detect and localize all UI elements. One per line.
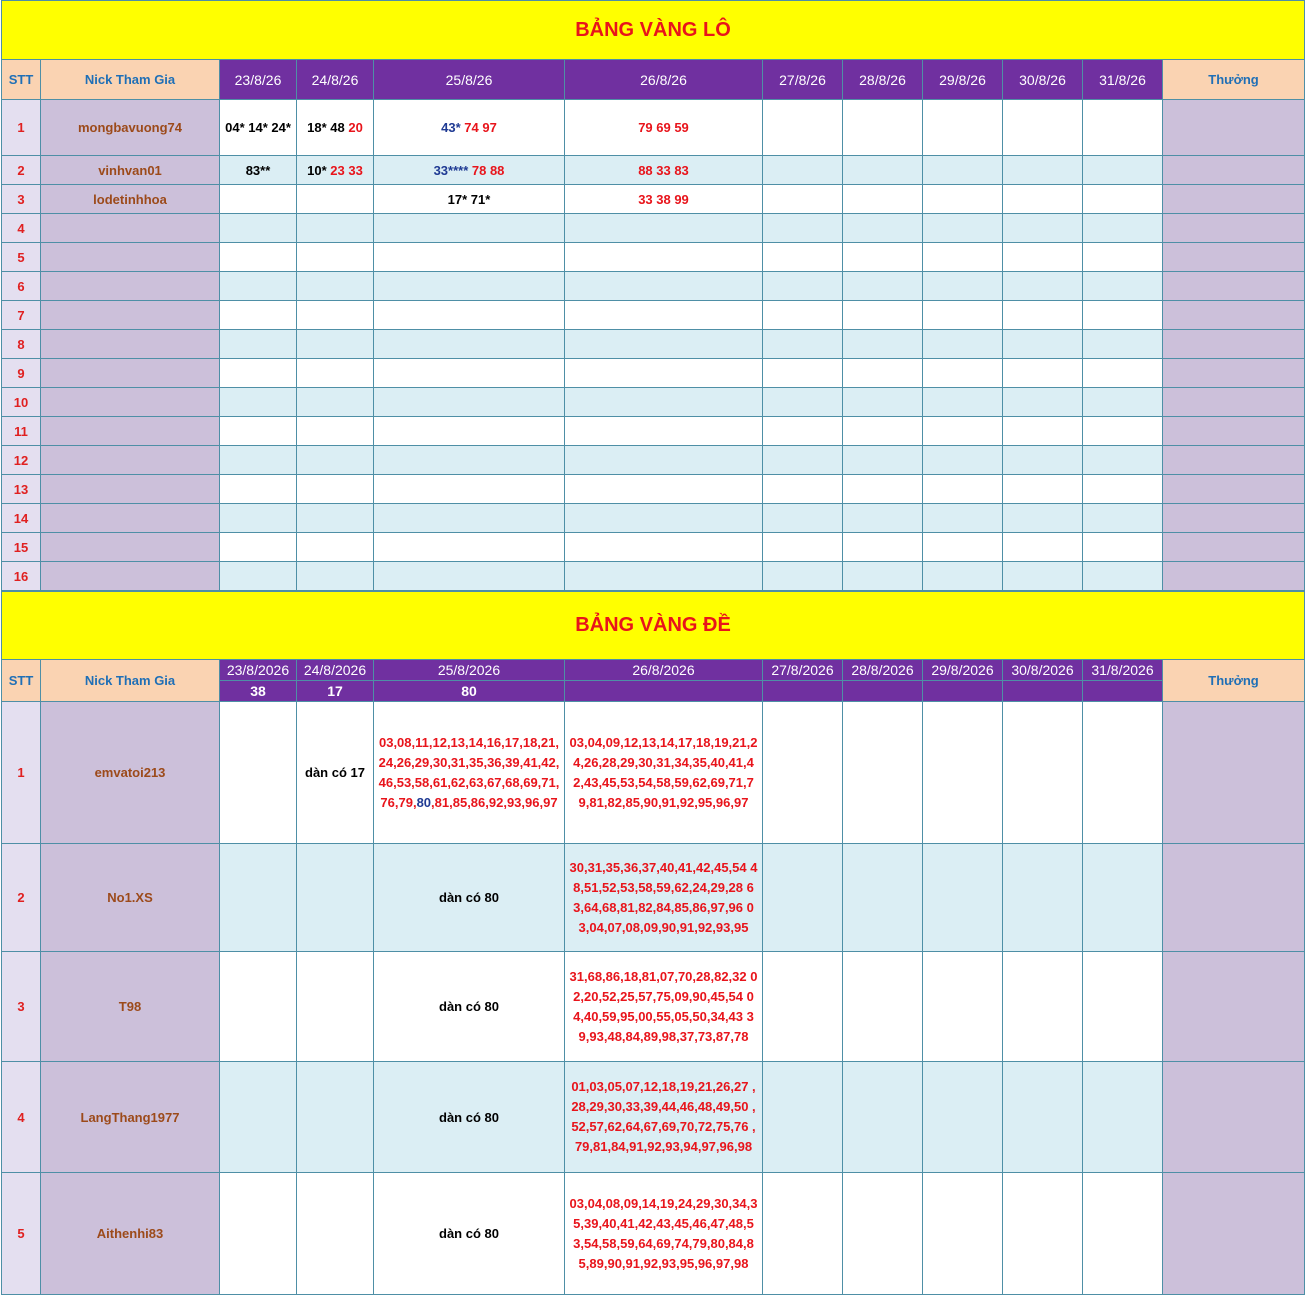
de-result-1: 38 [220,681,297,702]
de-stt: 3 [2,952,41,1062]
lo-reward [1163,243,1305,272]
lo-cell [763,301,843,330]
lo-header-nick: Nick Tham Gia [41,60,220,100]
lo-reward [1163,330,1305,359]
lo-cell [374,533,565,562]
lo-cell [297,272,374,301]
lo-cell [1083,417,1163,446]
lo-header-date-6: 28/8/26 [843,60,923,100]
de-reward [1163,1173,1305,1295]
lo-cell [220,446,297,475]
lo-cell [1003,243,1083,272]
lo-reward [1163,388,1305,417]
lo-cell [374,417,565,446]
de-header-stt: STT [2,660,41,702]
de-header-date-2: 24/8/2026 [297,660,374,681]
lo-cell [763,562,843,591]
lo-cell [374,388,565,417]
lo-cell [565,243,763,272]
lo-stt: 14 [2,504,41,533]
lo-cell [220,388,297,417]
lo-cell [763,272,843,301]
lo-row [2,475,1305,504]
lo-cell [220,417,297,446]
lo-header-date-1: 23/8/26 [220,60,297,100]
lo-cell [843,388,923,417]
lo-cell [1003,446,1083,475]
lo-cell-part: 18* 48 [307,120,349,135]
lo-cell [1083,533,1163,562]
de-row [2,952,1305,1062]
lo-nick [41,359,220,388]
lo-cell [297,504,374,533]
lo-cell [763,214,843,243]
lo-nick [41,475,220,504]
lo-reward [1163,533,1305,562]
lo-cell [1003,272,1083,301]
lo-cell [374,359,565,388]
lo-header-reward: Thưởng [1163,60,1305,100]
de-row [2,1173,1305,1295]
lo-cell [374,100,565,156]
de-header-date-4: 26/8/2026 [565,660,763,681]
lo-nick: mongbavuong74 [41,100,220,156]
lo-cell [297,214,374,243]
lo-stt: 16 [2,562,41,591]
lo-row [2,562,1305,591]
lo-cell [763,504,843,533]
de-result-9 [1083,681,1163,702]
lo-header-stt: STT [2,60,41,100]
lo-cell [374,446,565,475]
de-cell: 30,31,35,36,37,40,41,42,45,54 48,51,52,53,58,59,62,24,29,28 63,64,68,81,82,84,85,86,97,96 03,04,07,08,09,90,91,92,93,95 [565,844,763,952]
de-table [1,591,1305,1295]
lo-cell [297,156,374,185]
lo-cell-part: 23 33 [330,162,363,178]
lo-cell [565,446,763,475]
lo-cell [843,562,923,591]
lo-cell [843,417,923,446]
lo-stt: 15 [2,533,41,562]
de-result-5 [763,681,843,702]
lo-cell-part: 20 [348,120,363,135]
lo-nick: lodetinhhoa [41,185,220,214]
de-header-nick: Nick Tham Gia [41,660,220,702]
lo-cell [1083,388,1163,417]
lo-row [2,301,1305,330]
lo-cell [763,243,843,272]
lo-reward [1163,359,1305,388]
lo-cell [565,417,763,446]
de-cell [374,702,565,844]
lo-cell [565,330,763,359]
lo-reward [1163,417,1305,446]
lo-nick [41,446,220,475]
lo-nick [41,272,220,301]
lo-cell [374,330,565,359]
de-stt: 5 [2,1173,41,1295]
lo-cell [565,475,763,504]
lo-cell: 88 33 83 [565,156,763,185]
lo-cell [374,214,565,243]
lo-cell [923,562,1003,591]
lo-cell [374,156,565,185]
lo-reward [1163,301,1305,330]
lo-cell [1003,214,1083,243]
lo-cell [763,533,843,562]
de-row [2,702,1305,844]
lo-stt: 11 [2,417,41,446]
de-row [2,1062,1305,1173]
lo-reward [1163,446,1305,475]
lo-cell [763,446,843,475]
lo-row [2,359,1305,388]
lo-cell [1003,388,1083,417]
de-cell [297,844,374,952]
lo-cell [763,388,843,417]
de-header-date-7: 29/8/2026 [923,660,1003,681]
lo-row [2,330,1305,359]
de-cell: dàn có 80 [374,1173,565,1295]
lo-cell [843,272,923,301]
de-cell: dàn có 80 [374,844,565,952]
lo-cell [923,214,1003,243]
lo-cell [297,446,374,475]
lo-reward [1163,156,1305,185]
lo-cell [297,417,374,446]
lo-reward [1163,185,1305,214]
lo-reward [1163,475,1305,504]
lo-cell [843,533,923,562]
lo-cell [923,533,1003,562]
lo-reward [1163,562,1305,591]
lo-cell-part: 78 88 [468,162,505,178]
lo-row [2,533,1305,562]
lo-cell [297,100,374,156]
lo-cell [1003,562,1083,591]
lo-cell [297,301,374,330]
de-nick: T98 [41,952,220,1062]
de-cell: dàn có 17 [297,702,374,844]
de-header-date-1: 23/8/2026 [220,660,297,681]
de-result-2: 17 [297,681,374,702]
de-reward [1163,1062,1305,1173]
lo-cell [297,562,374,591]
lo-cell-part: 74 97 [460,120,497,135]
lo-row [2,388,1305,417]
lo-cell [923,388,1003,417]
lo-header-date-5: 27/8/26 [763,60,843,100]
de-result-3: 80 [374,681,565,702]
lo-cell-part: 10* [307,162,331,178]
lo-stt: 9 [2,359,41,388]
de-title: BẢNG VÀNG ĐỀ [2,592,1305,660]
lo-cell [923,417,1003,446]
de-cell-part: ,81,85,86,92,93,96,97 [431,794,558,810]
lo-cell [843,475,923,504]
de-row [2,844,1305,952]
lo-cell [297,533,374,562]
lo-nick [41,214,220,243]
de-stt: 2 [2,844,41,952]
lo-cell [1083,446,1163,475]
de-cell: dàn có 80 [374,952,565,1062]
lo-cell [763,330,843,359]
lo-cell [374,504,565,533]
lo-cell [374,185,565,214]
lo-cell [1083,475,1163,504]
de-stt: 4 [2,1062,41,1173]
lo-cell [374,243,565,272]
lo-stt: 13 [2,475,41,504]
lo-nick [41,301,220,330]
lo-cell [565,533,763,562]
lo-stt: 7 [2,301,41,330]
lo-cell [374,475,565,504]
lo-cell [220,562,297,591]
lo-cell [565,388,763,417]
de-result-4 [565,681,763,702]
lo-cell [374,301,565,330]
lo-cell [843,301,923,330]
de-header-date-3: 25/8/2026 [374,660,565,681]
lo-cell-part: 33**** [433,162,469,178]
de-header-date-9: 31/8/2026 [1083,660,1163,681]
lo-cell [220,185,297,214]
lo-cell [297,475,374,504]
de-reward [1163,844,1305,952]
de-header-date-6: 28/8/2026 [843,660,923,681]
lo-cell [220,533,297,562]
lo-cell [297,359,374,388]
lo-cell [923,504,1003,533]
lo-row [2,185,1305,214]
de-cell: dàn có 80 [374,1062,565,1173]
lo-title: BẢNG VÀNG LÔ [2,1,1305,60]
lo-nick [41,330,220,359]
de-cell: 31,68,86,18,81,07,70,28,82,32 02,20,52,25,57,75,09,90,45,54 04,40,59,95,00,55,05,50,34,43 39,93,48,84,89,98,37,73,87,78 [565,952,763,1062]
lo-stt: 2 [2,156,41,185]
de-stt: 1 [2,702,41,844]
lo-nick [41,562,220,591]
lo-cell [220,301,297,330]
lo-cell [297,185,374,214]
lo-cell [565,214,763,243]
lo-stt: 12 [2,446,41,475]
lo-cell: 33 38 99 [565,185,763,214]
lo-cell [374,272,565,301]
lo-cell [1003,330,1083,359]
de-reward [1163,952,1305,1062]
lo-cell [374,562,565,591]
de-cell-part: 03,08,11,12,13,14,16,17,18,21,24,26,29,30,31,35,36,39,41,42,46,53,58,61,62,63,67,68,69,71,76,79, [378,734,560,810]
de-cell: 03,04,08,09,14,19,24,29,30,34,35,39,40,41,42,43,45,46,47,48,53,54,58,59,64,69,74,79,80,84,85,89,90,91,92,93,95,96,97,98 [565,1173,763,1295]
lo-cell [843,504,923,533]
lo-nick: vinhvan01 [41,156,220,185]
lo-cell [565,272,763,301]
lo-cell [565,301,763,330]
lo-nick [41,417,220,446]
lo-reward [1163,214,1305,243]
lo-row [2,504,1305,533]
de-header-date-5: 27/8/2026 [763,660,843,681]
lo-cell-part: 43* [441,120,461,135]
lo-cell [923,330,1003,359]
lo-cell [923,243,1003,272]
lo-cell: 79 69 59 [565,100,763,156]
lo-stt: 8 [2,330,41,359]
lo-row [2,272,1305,301]
lo-cell-part: 17* 71* [447,191,491,207]
lo-cell [220,214,297,243]
lo-nick [41,533,220,562]
lo-cell [1083,272,1163,301]
de-cell: 01,03,05,07,12,18,19,21,26,27 ,28,29,30,33,39,44,46,48,49,50 ,52,57,62,64,67,69,70,72,75,76 ,79,81,84,91,92,93,94,97,96,98 [565,1062,763,1173]
de-cell [297,1173,374,1295]
lo-cell [763,417,843,446]
lo-cell [763,475,843,504]
de-reward [1163,702,1305,844]
lo-cell [565,359,763,388]
de-result-7 [923,681,1003,702]
lo-cell [923,359,1003,388]
lo-nick [41,388,220,417]
de-result-6 [843,681,923,702]
lo-cell [220,330,297,359]
lo-header-date-4: 26/8/26 [565,60,763,100]
lo-cell [843,446,923,475]
lo-cell [220,272,297,301]
lo-cell [1003,301,1083,330]
lo-cell [1083,504,1163,533]
lo-cell [1083,562,1163,591]
lo-stt: 5 [2,243,41,272]
de-nick: emvatoi213 [41,702,220,844]
lo-header-date-2: 24/8/26 [297,60,374,100]
lo-nick [41,243,220,272]
lo-cell [1003,359,1083,388]
lo-row [2,243,1305,272]
lo-reward [1163,272,1305,301]
lo-cell [220,504,297,533]
lo-stt: 1 [2,100,41,156]
lo-cell [220,475,297,504]
lo-table [1,0,1305,591]
lo-cell [1003,533,1083,562]
lo-cell [297,330,374,359]
lo-header-date-8: 30/8/26 [1003,60,1083,100]
lo-header-date-7: 29/8/26 [923,60,1003,100]
lo-cell [923,475,1003,504]
lo-row [2,446,1305,475]
lo-cell [763,359,843,388]
de-result-8 [1003,681,1083,702]
lo-cell [1083,359,1163,388]
lo-nick [41,504,220,533]
lo-row [2,214,1305,243]
lo-cell [1003,475,1083,504]
lo-cell [923,272,1003,301]
lo-cell: 83** [220,156,297,185]
lo-cell [1083,330,1163,359]
lo-cell [565,562,763,591]
de-cell-highlight: 80 [416,794,432,810]
lo-header-date-9: 31/8/26 [1083,60,1163,100]
lo-cell [843,359,923,388]
lo-stt: 6 [2,272,41,301]
lo-row [2,100,1305,156]
de-header-date-8: 30/8/2026 [1003,660,1083,681]
lo-cell [843,243,923,272]
lo-cell [923,301,1003,330]
lo-reward [1163,100,1305,156]
lo-cell [1083,301,1163,330]
de-nick: No1.XS [41,844,220,952]
de-cell [297,1062,374,1173]
lo-cell [843,330,923,359]
lo-row [2,156,1305,185]
lo-cell [1083,243,1163,272]
de-nick: LangThang1977 [41,1062,220,1173]
de-cell [297,952,374,1062]
lo-cell [1003,504,1083,533]
lo-cell [923,446,1003,475]
lo-header-date-3: 25/8/26 [374,60,565,100]
de-cell: 03,04,09,12,13,14,17,18,19,21,24,26,28,29,30,31,34,35,40,41,42,43,45,53,54,58,59,62,69,71,79,81,82,85,90,91,92,95,96,97 [565,702,763,844]
lo-cell [220,359,297,388]
lo-cell [1003,417,1083,446]
lo-stt: 4 [2,214,41,243]
lo-cell [565,504,763,533]
lo-stt: 10 [2,388,41,417]
lo-cell [297,388,374,417]
de-header-reward: Thưởng [1163,660,1305,702]
lo-cell [220,243,297,272]
lo-reward [1163,504,1305,533]
lo-cell: 04* 14* 24* [220,100,297,156]
lo-cell [1083,214,1163,243]
lo-row [2,417,1305,446]
lo-cell [843,214,923,243]
lo-cell [297,243,374,272]
lo-stt: 3 [2,185,41,214]
de-nick: Aithenhi83 [41,1173,220,1295]
